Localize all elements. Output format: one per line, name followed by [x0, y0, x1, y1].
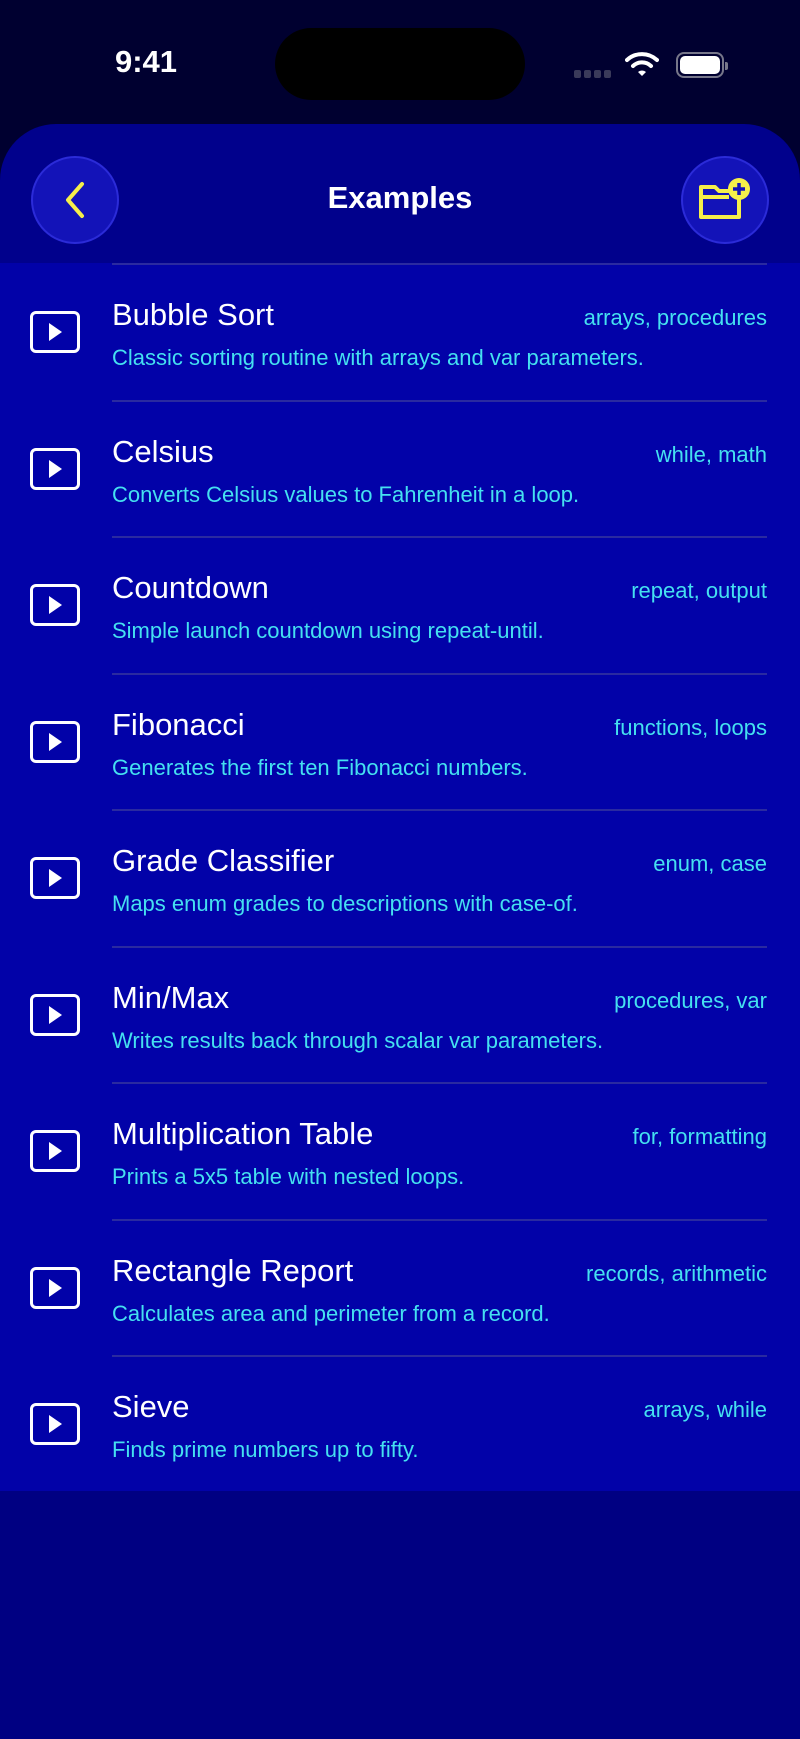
example-description: Prints a 5x5 table with nested loops.	[112, 1164, 465, 1189]
nav-header	[0, 124, 800, 263]
folder-plus-icon	[695, 175, 755, 225]
examples-list	[0, 263, 800, 1494]
example-description: Maps enum grades to descriptions with case-of.	[112, 891, 578, 916]
example-description: Converts Celsius values to Fahrenheit in a loop.	[112, 481, 580, 507]
example-name: Countdown	[112, 570, 269, 605]
example-tags: functions, loops	[614, 714, 767, 740]
play-icon	[30, 1130, 80, 1172]
example-name: Grade Classifier	[112, 843, 335, 878]
play-icon	[30, 721, 80, 763]
wifi-icon	[625, 50, 659, 78]
example-description: Writes results back through scalar var parameters.	[112, 1027, 604, 1053]
example-tags: repeat, output	[631, 578, 767, 603]
example-row[interactable]	[112, 1082, 767, 1219]
play-icon	[30, 1267, 80, 1309]
example-tags: for, formatting	[632, 1124, 767, 1149]
play-icon	[30, 1403, 80, 1445]
play-icon	[30, 857, 80, 899]
example-name: Sieve	[112, 1389, 190, 1424]
cellular-signal-icon	[574, 70, 611, 78]
example-tags: enum, case	[653, 851, 767, 876]
example-row[interactable]	[112, 1219, 767, 1356]
background-area	[0, 1491, 800, 1739]
example-row[interactable]	[112, 400, 767, 537]
example-description: Generates the first ten Fibonacci numbers.	[112, 754, 528, 780]
example-name: Celsius	[112, 433, 214, 469]
example-name: Rectangle Report	[112, 1252, 354, 1288]
dynamic-island	[275, 28, 525, 100]
example-name: Bubble Sort	[112, 297, 274, 332]
example-tags: records, arithmetic	[586, 1260, 767, 1286]
example-tags: while, math	[655, 441, 767, 467]
example-name: Multiplication Table	[112, 1116, 374, 1151]
example-tags: arrays, procedures	[583, 305, 767, 330]
new-folder-button[interactable]	[681, 156, 769, 244]
play-icon	[30, 311, 80, 353]
example-row[interactable]	[112, 1355, 767, 1492]
example-description: Calculates area and perimeter from a record.	[112, 1300, 550, 1326]
play-icon	[30, 448, 80, 490]
play-icon	[30, 584, 80, 626]
example-row[interactable]	[112, 673, 767, 810]
example-row[interactable]	[112, 946, 767, 1083]
example-description: Simple launch countdown using repeat-until.	[112, 618, 544, 643]
play-icon	[30, 994, 80, 1036]
battery-icon	[676, 52, 724, 78]
example-name: Min/Max	[112, 979, 230, 1015]
example-tags: procedures, var	[614, 987, 767, 1013]
example-row[interactable]	[112, 536, 767, 673]
example-row[interactable]	[112, 263, 767, 400]
status-bar	[0, 0, 800, 124]
example-description: Finds prime numbers up to fifty.	[112, 1437, 419, 1462]
example-row[interactable]	[112, 809, 767, 946]
example-name: Fibonacci	[112, 706, 245, 742]
example-tags: arrays, while	[643, 1397, 767, 1422]
example-description: Classic sorting routine with arrays and var parameters.	[112, 345, 644, 370]
page-title: Examples	[327, 180, 473, 215]
status-time: 9:41	[114, 44, 178, 79]
